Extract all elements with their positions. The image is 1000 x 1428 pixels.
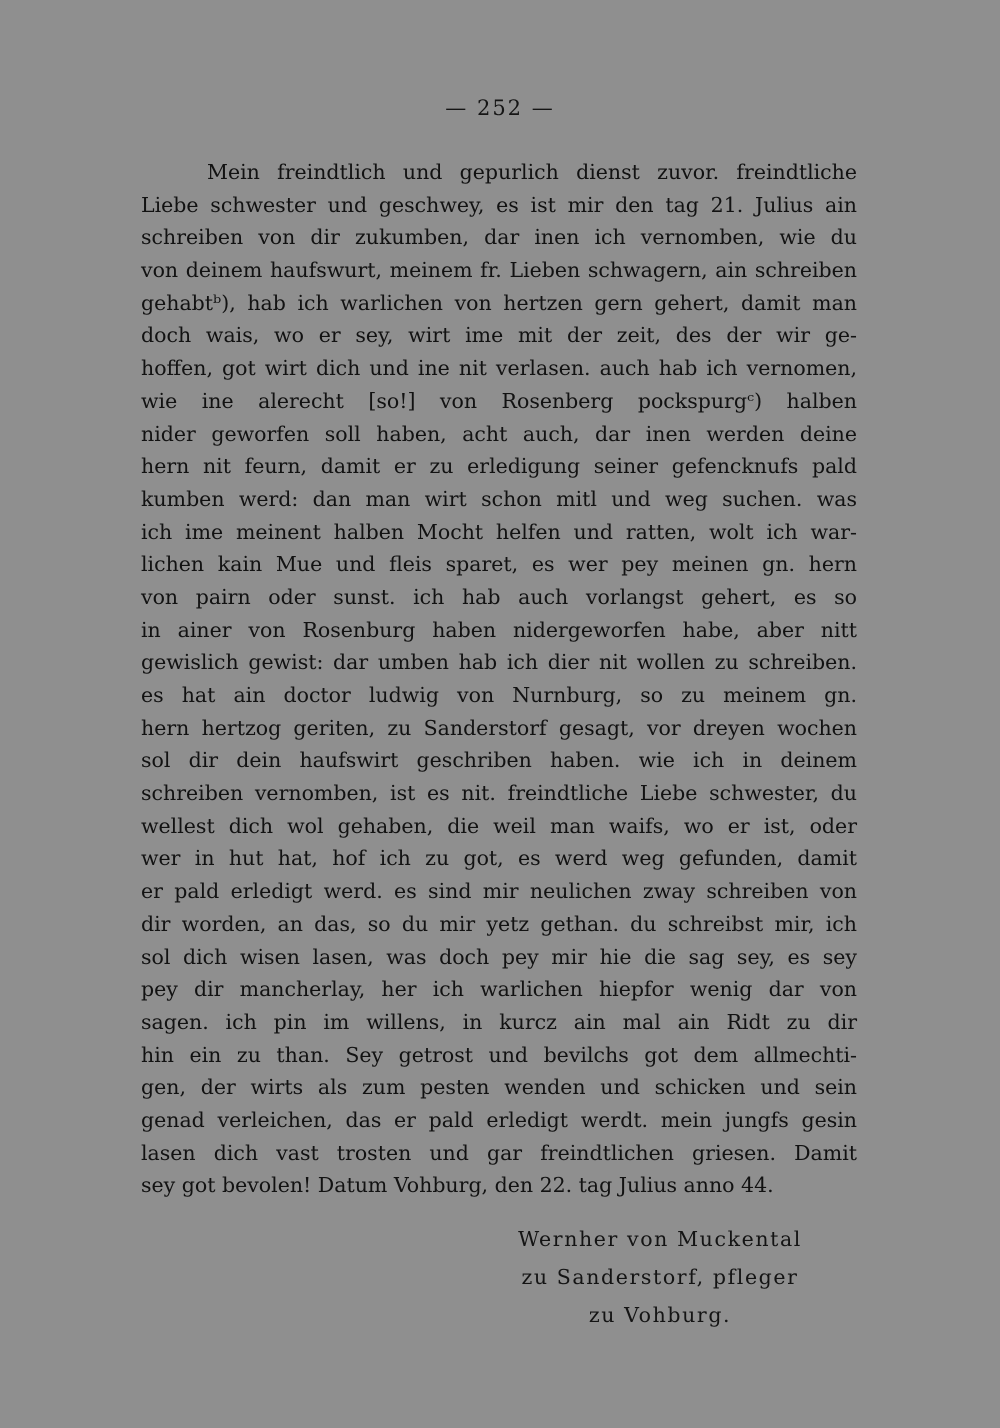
letter-line: nider geworfen soll haben, acht auch, dar inen werden deine bbox=[141, 421, 857, 446]
letter-line: gehabtᵇ), hab ich warlichen von hertzen gern gehert, damit man bbox=[141, 290, 857, 315]
letter-line: wellest dich wol gehaben, die weil man waifs, wo er ist, oder bbox=[141, 813, 857, 838]
letter-line: lasen dich vast trosten und gar freindtlichen griesen. Damit bbox=[141, 1140, 857, 1165]
letter-line: wer in hut hat, hof ich zu got, es werd weg gefunden, damit bbox=[141, 846, 857, 871]
letter-line: von pairn oder sunst. ich hab auch vorlangst gehert, es so bbox=[141, 584, 857, 609]
letter-line: lichen kain Mue und fleis sparet, es wer pey meinen gn. hern bbox=[141, 552, 857, 577]
letter-line: er pald erledigt werd. es sind mir neulichen zway schreiben von bbox=[141, 879, 857, 904]
letter-body bbox=[141, 156, 857, 1202]
letter-line: hern hertzog geriten, zu Sanderstorf gesagt, vor dreyen wochen bbox=[141, 715, 857, 740]
signature-line: zu Sanderstorf, pfleger bbox=[521, 1265, 799, 1289]
letter-line: doch wais, wo er sey, wirt ime mit der zeit, des der wir ge- bbox=[141, 323, 857, 348]
letter-line: hern nit feurn, damit er zu erledigung seiner gefencknufs pald bbox=[141, 454, 857, 479]
letter-line: ich ime meinent halben Mocht helfen und ratten, wolt ich war- bbox=[141, 519, 857, 544]
signature-line: Wernher von Muckental bbox=[518, 1227, 802, 1251]
letter-line: gewislich gewist: dar umben hab ich dier nit wollen zu schreiben. bbox=[141, 650, 857, 675]
letter-line: schreiben vernomben, ist es nit. freindtliche Liebe schwester, du bbox=[141, 781, 857, 806]
letter-line: von deinem haufswurt, meinem fr. Lieben schwagern, ain schreiben bbox=[141, 258, 857, 283]
letter-line: wie ine alerecht [so!] von Rosenberg pockspurgᶜ) halben bbox=[141, 388, 857, 413]
letter-line: sol dir dein haufswirt geschriben haben. wie ich in deinem bbox=[141, 748, 857, 773]
letter-line: kumben werd: dan man wirt schon mitl und weg suchen. was bbox=[141, 486, 857, 511]
letter-line: schreiben von dir zukumben, dar inen ich vernomben, wie du bbox=[141, 225, 857, 250]
letter-line: sol dich wisen lasen, was doch pey mir hie die sag sey, es sey bbox=[141, 944, 857, 969]
signature-block bbox=[430, 1220, 890, 1334]
letter-line: sagen. ich pin im willens, in kurcz ain mal ain Ridt zu dir bbox=[141, 1009, 857, 1034]
page-number: — 252 — bbox=[445, 96, 555, 120]
letter-line: genad verleichen, das er pald erledigt werdt. mein jungfs gesin bbox=[141, 1107, 857, 1132]
letter-line: Liebe schwester und geschwey, es ist mir den tag 21. Julius ain bbox=[141, 192, 857, 217]
letter-line: sey got bevolen! Datum Vohburg, den 22. tag Julius anno 44. bbox=[141, 1173, 774, 1198]
letter-line: Mein freindtlich und gepurlich dienst zuvor. freindtliche bbox=[207, 160, 857, 184]
letter-line: dir worden, an das, so du mir yetz gethan. du schreibst mir, ich bbox=[141, 911, 857, 936]
letter-line: hin ein zu than. Sey getrost und bevilchs got dem allmechti- bbox=[141, 1042, 857, 1067]
letter-line: in ainer von Rosenburg haben nidergeworfen habe, aber nitt bbox=[141, 617, 857, 642]
letter-line: hoffen, got wirt dich und ine nit verlasen. auch hab ich vernomen, bbox=[141, 356, 857, 381]
signature-line: zu Vohburg. bbox=[588, 1303, 732, 1327]
letter-line: es hat ain doctor ludwig von Nurnburg, so zu meinem gn. bbox=[141, 683, 857, 707]
letter-line: gen, der wirts als zum pesten wenden und schicken und sein bbox=[141, 1075, 857, 1100]
letter-line: pey dir mancherlay, her ich warlichen hiepfor wenig dar von bbox=[141, 977, 857, 1002]
